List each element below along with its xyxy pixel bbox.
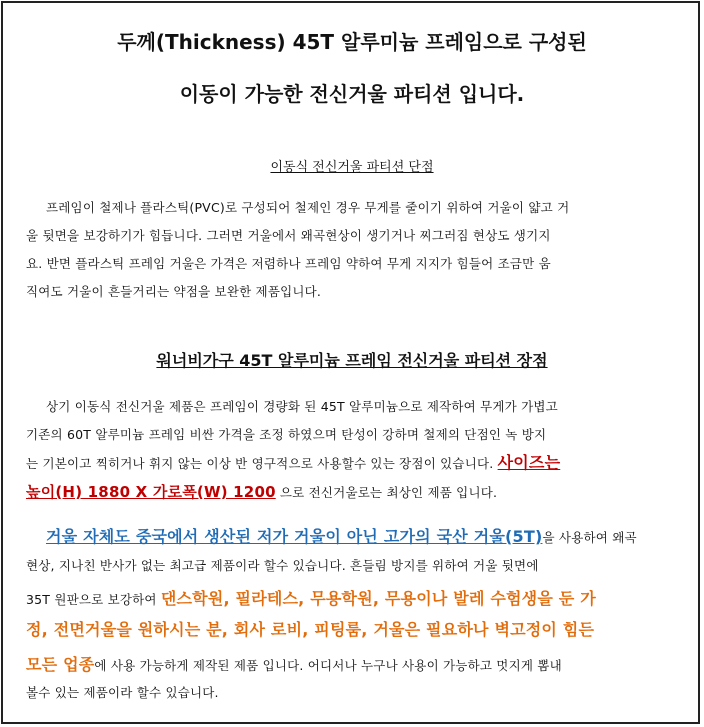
- size-highlight: 사이즈는: [497, 453, 561, 472]
- title-line-2: 이동이 가능한 전신거울 파티션 입니다.: [179, 82, 525, 106]
- section2-p1-line-3-text: 는 기본이고 찍히거나 휘지 않는 이상 반 영구적으로 사용할수 있는 장점이 있습니다.: [26, 456, 498, 471]
- section1-line-3: 요. 반면 플라스틱 프레임 거울은 가격은 저렴하나 프레임 약하여 무게 지지가 힘들어 조금만 움: [26, 256, 551, 271]
- usage-highlight-3: 모든 업종: [26, 655, 95, 674]
- section2-p2-line-2: 현상, 지나친 반사가 없는 최고급 제품이라 할수 있습니다. 흔들림 방지를 위하여 거울 뒷면에: [26, 558, 539, 573]
- section2-heading: 워너비가구 45T 알루미늄 프레임 전신거울 파티션 장점: [156, 351, 548, 370]
- section2-p1-line-1: 상기 이동식 전신거울 제품은 프레임이 경량화 된 45T 알루미늄으로 제작하여 무게가 가볍고: [46, 399, 558, 414]
- usage-highlight-1: 댄스학원, 필라테스, 무용학원, 무용이나 발레 수험생을 둔 가: [160, 589, 596, 608]
- size-dimensions: 높이(H) 1880 X 가로폭(W) 1200: [26, 483, 276, 501]
- section2-p2-line-6: 볼수 있는 제품이라 할수 있습니다.: [26, 685, 219, 700]
- section2-p2-line-5: [26, 652, 562, 675]
- section2-p2-line-3: [26, 586, 596, 609]
- section2-p2-line-3-text: 35T 원판으로 보강하여: [26, 592, 161, 607]
- section2-p1-line-2: 기존의 60T 알루미늄 프레임 비싼 가격을 조정 하였으며 탄성이 강하며 철제의 단점인 녹 방지: [26, 427, 547, 442]
- section2-p2-line-1-text: 을 사용하여 왜곡: [542, 530, 637, 545]
- section1-heading: 이동식 전신거울 파티션 단점: [270, 160, 434, 175]
- section2-p1-line-4-text: 으로 전신거울로는 최상인 제품 입니다.: [275, 485, 498, 500]
- mirror-highlight: 거울 자체도 중국에서 생산된 저가 거울이 아닌 고가의 국산 거울(5T): [46, 527, 543, 546]
- section2-p2-line-4: [26, 617, 594, 640]
- usage-highlight-2: 정, 전면거울을 원하시는 분, 회사 로비, 피팅룸, 거울은 필요하나 벽고정이 힘든: [26, 620, 595, 639]
- section2-p2-line-1: [46, 524, 637, 547]
- title-line-1: 두께(Thickness) 45T 알루미늄 프레임으로 구성된: [117, 30, 587, 54]
- section2-p2-line-5-text: 에 사용 가능하게 제작된 제품 입니다. 어디서나 누구나 사용이 가능하고 멋지게 뽐내: [94, 658, 562, 673]
- section1-line-2: 울 뒷면을 보강하기가 힘듭니다. 그러면 거울에서 왜곡현상이 생기거나 찌그러짐 현상도 생기지: [26, 228, 551, 243]
- section2-p1-line-4: [26, 481, 497, 502]
- section2-p1-line-3: [26, 450, 560, 473]
- section1-line-4: 직여도 거울이 흔들거리는 약점을 보완한 제품입니다.: [26, 284, 322, 299]
- section1-line-1: 프레임이 철제나 플라스틱(PVC)로 구성되어 철제인 경우 무게를 줄이기 위하여 거울이 얇고 거: [46, 200, 570, 215]
